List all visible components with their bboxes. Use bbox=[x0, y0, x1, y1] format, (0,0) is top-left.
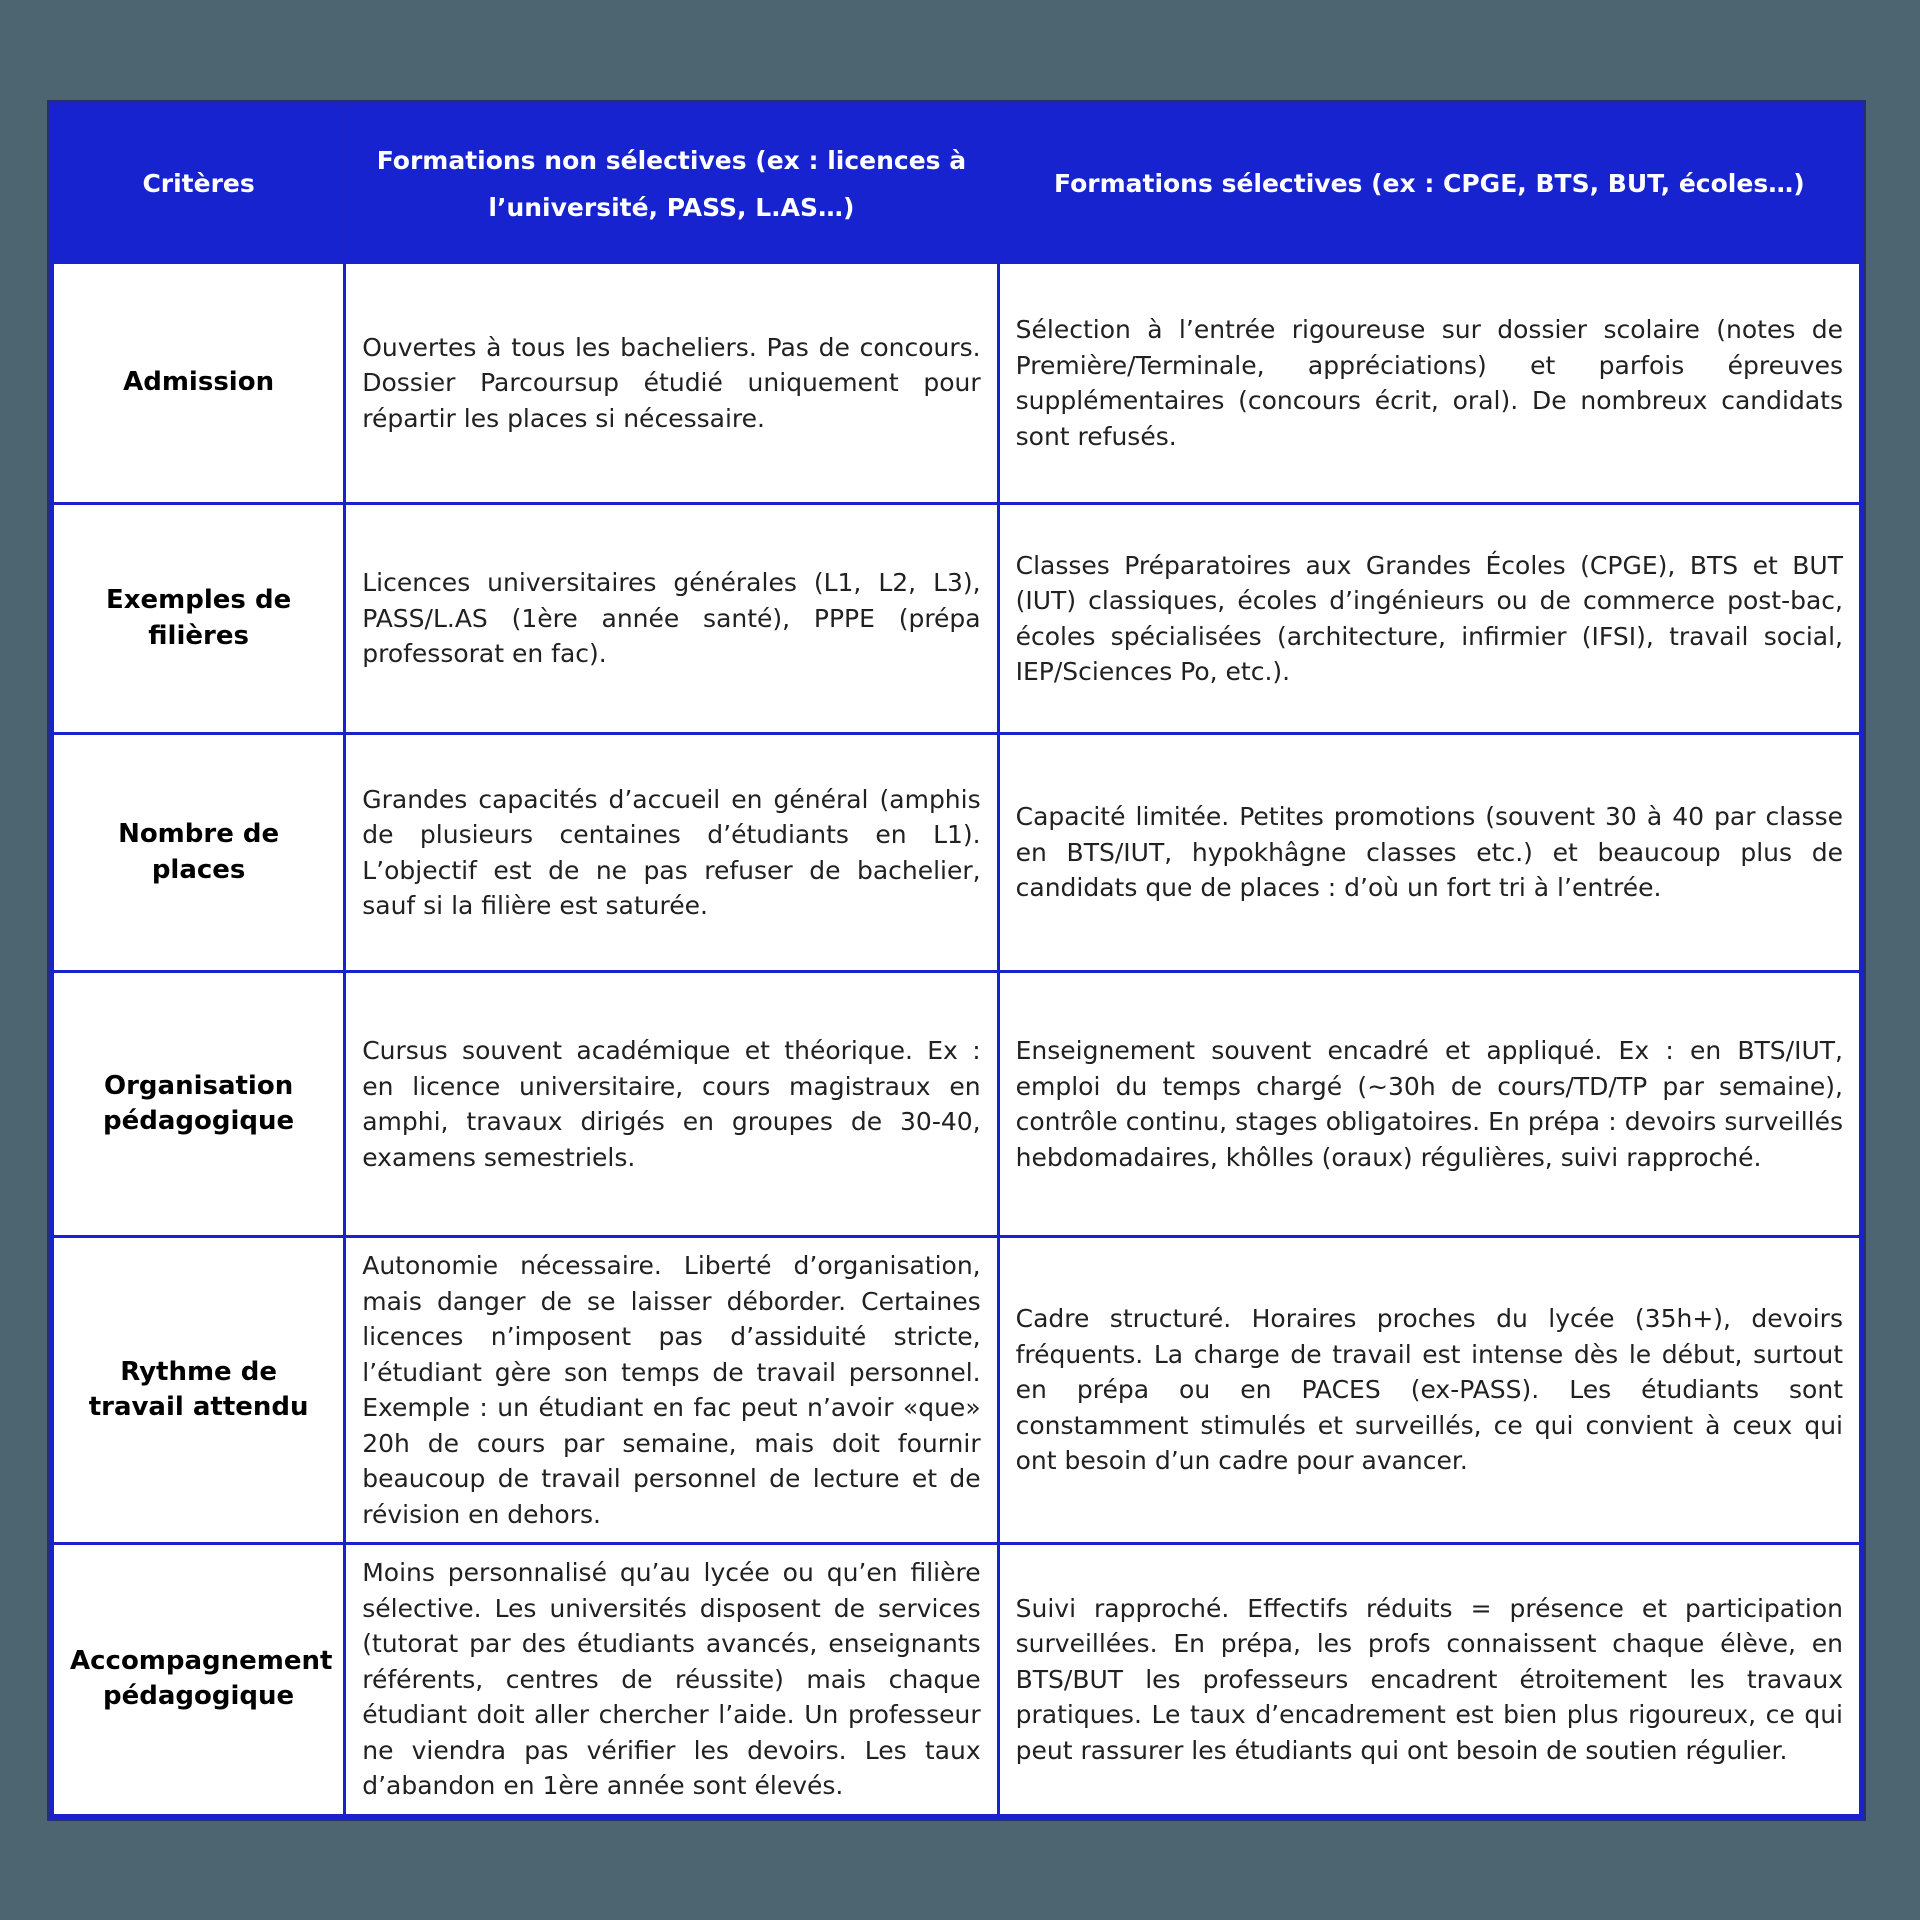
table-row-nombre-de-places bbox=[52, 734, 1862, 972]
table-row-exemples-de-filieres bbox=[52, 504, 1862, 734]
header-formations-selectives: Formations sélectives (ex : CPGE, BTS, BUT, écoles…) bbox=[998, 105, 1861, 263]
cell-accompagnement-selective: Suivi rapproché. Effectifs réduits = présence et participation surveillées. En prépa, les profs connaissent chaque élève, en BTS/BUT les professeurs encadrent étroitement les travaux pratiques. Le taux d’encadrement est bien plus rigoureux, ce qui peut rassurer les étudiants qui ont besoin de soutien régulier. bbox=[998, 1544, 1861, 1817]
cell-rythme-non-selective: Autonomie nécessaire. Liberté d’organisation, mais danger de se laisser déborder. Certaines licences n’imposent pas d’assiduité stricte, l’étudiant gère son temps de travail personnel. Exemple : un étudiant en fac peut n’avoir «que» 20h de cours par semaine, mais doit fournir beaucoup de travail personnel de lecture et de révision en dehors. bbox=[345, 1237, 998, 1544]
table-header bbox=[52, 105, 1862, 263]
cell-filieres-selective: Classes Préparatoires aux Grandes Écoles (CPGE), BTS et BUT (IUT) classiques, écoles d’ingénieurs ou de commerce post-bac, écoles spécialisées (architecture, infirmier (IFSI), travail social, IEP/Sciences Po, etc.). bbox=[998, 504, 1861, 734]
cell-rythme-selective: Cadre structuré. Horaires proches du lycée (35h+), devoirs fréquents. La charge de travail est intense dès le début, surtout en prépa ou en PACES (ex-PASS). Les étudiants sont constamment stimulés et surveillés, ce qui convient à ceux qui ont besoin d’un cadre pour avancer. bbox=[998, 1237, 1861, 1544]
table-row-organisation-pedagogique bbox=[52, 972, 1862, 1237]
cell-admission-non-selective: Ouvertes à tous les bacheliers. Pas de concours. Dossier Parcoursup étudié uniquement pour répartir les places si nécessaire. bbox=[345, 263, 998, 504]
criterion-label: Nombre de places bbox=[52, 734, 345, 972]
criterion-label: Accompagnement pédagogique bbox=[52, 1544, 345, 1817]
table-row-accompagnement-pedagogique bbox=[52, 1544, 1862, 1817]
table-body bbox=[52, 263, 1862, 1817]
table-row-rythme-de-travail bbox=[52, 1237, 1862, 1544]
header-row bbox=[52, 105, 1862, 263]
cell-filieres-non-selective: Licences universitaires générales (L1, L2, L3), PASS/L.AS (1ère année santé), PPPE (prépa professorat en fac). bbox=[345, 504, 998, 734]
cell-places-selective: Capacité limitée. Petites promotions (souvent 30 à 40 par classe en BTS/IUT, hypokhâgne classes etc.) et beaucoup plus de candidats que de places : d’où un fort tri à l’entrée. bbox=[998, 734, 1861, 972]
criterion-label: Admission bbox=[52, 263, 345, 504]
criterion-label: Organisation pédagogique bbox=[52, 972, 345, 1237]
cell-organisation-selective: Enseignement souvent encadré et appliqué. Ex : en BTS/IUT, emploi du temps chargé (~30h de cours/TD/TP par semaine), contrôle continu, stages obligatoires. En prépa : devoirs surveillés hebdomadaires, khôlles (oraux) régulières, suivi rapproché. bbox=[998, 972, 1861, 1237]
cell-admission-selective: Sélection à l’entrée rigoureuse sur dossier scolaire (notes de Première/Terminale, appréciations) et parfois épreuves supplémentaires (concours écrit, oral). De nombreux candidats sont refusés. bbox=[998, 263, 1861, 504]
criterion-label: Exemples de filières bbox=[52, 504, 345, 734]
criterion-label: Rythme de travail attendu bbox=[52, 1237, 345, 1544]
cell-accompagnement-non-selective: Moins personnalisé qu’au lycée ou qu’en filière sélective. Les universités disposent de services (tutorat par des étudiants avancés, enseignants référents, centres de réussite) mais chaque étudiant doit aller chercher l’aide. Un professeur ne viendra pas vérifier les devoirs. Les taux d’abandon en 1ère année sont élevés. bbox=[345, 1544, 998, 1817]
formations-comparison-table bbox=[49, 102, 1864, 1819]
cell-organisation-non-selective: Cursus souvent académique et théorique. Ex : en licence universitaire, cours magistraux en amphi, travaux dirigés en groupes de 30-40, examens semestriels. bbox=[345, 972, 998, 1237]
comparison-table-container bbox=[47, 100, 1866, 1821]
header-criteres: Critères bbox=[52, 105, 345, 263]
table-row-admission bbox=[52, 263, 1862, 504]
cell-places-non-selective: Grandes capacités d’accueil en général (amphis de plusieurs centaines d’étudiants en L1). L’objectif est de ne pas refuser de bachelier, sauf si la filière est saturée. bbox=[345, 734, 998, 972]
header-formations-non-selectives: Formations non sélectives (ex : licences à l’université, PASS, L.AS…) bbox=[345, 105, 998, 263]
